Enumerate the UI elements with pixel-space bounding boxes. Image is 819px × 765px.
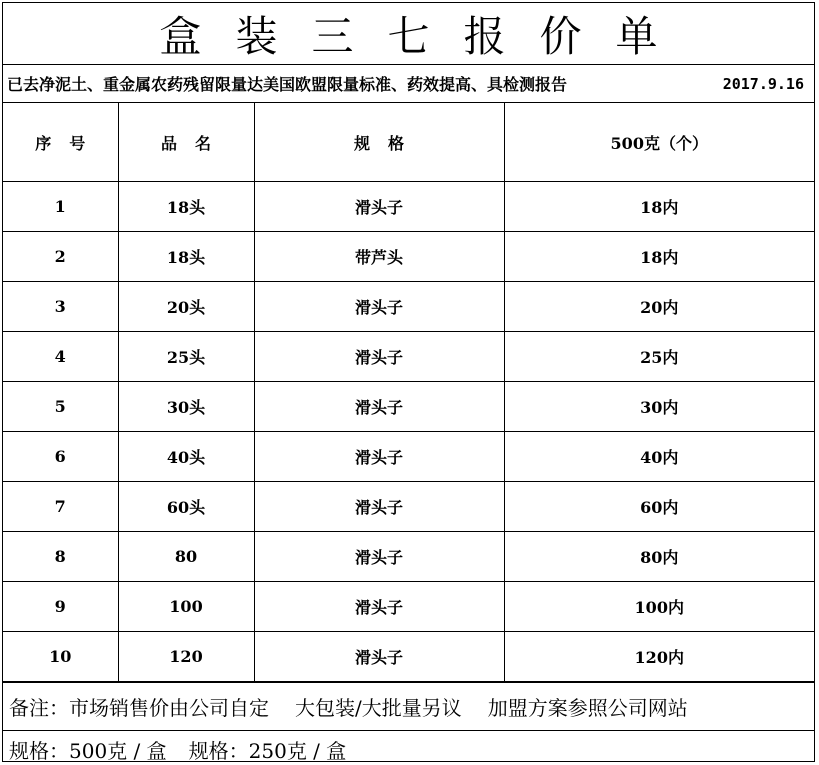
package-spec-row [3,730,814,762]
cell-product-name: 80 [118,532,254,582]
cell-index: 3 [3,282,118,332]
cell-spec: 滑头子 [254,582,504,632]
table-row [3,482,814,532]
quality-notice [3,65,814,103]
table-row [3,232,814,282]
cell-count: 100内 [504,582,814,632]
table-header-row [3,103,814,182]
cell-product-name: 25头 [118,332,254,382]
table-row [3,432,814,482]
cell-spec: 滑头子 [254,332,504,382]
remark-bulk: 大包装/大批量另议 [295,696,462,720]
cell-product-name: 18头 [118,232,254,282]
table-row [3,182,814,232]
cell-product-name: 100 [118,582,254,632]
remarks-label: 备注： [9,696,69,720]
cell-count: 20内 [504,282,814,332]
remark-franchise: 加盟方案参照公司网站 [487,696,688,720]
table-row [3,332,814,382]
cell-spec: 滑头子 [254,532,504,582]
cell-index: 4 [3,332,118,382]
notice-date: 2017.9.16 [722,74,804,93]
cell-product-name: 60头 [118,482,254,532]
cell-spec: 带芦头 [254,232,504,282]
cell-count: 40内 [504,432,814,482]
cell-spec: 滑头子 [254,182,504,232]
remark-pricing: 市场销售价由公司自定 [69,696,269,720]
cell-count: 80内 [504,532,814,582]
table-row [3,632,814,682]
cell-count: 120内 [504,632,814,682]
cell-index: 7 [3,482,118,532]
cell-spec: 滑头子 [254,632,504,682]
cell-product-name: 120 [118,632,254,682]
cell-spec: 滑头子 [254,482,504,532]
cell-product-name: 40头 [118,432,254,482]
price-sheet [2,2,815,762]
remarks-row [3,682,814,730]
cell-spec: 滑头子 [254,282,504,332]
cell-index: 8 [3,532,118,582]
cell-product-name: 20头 [118,282,254,332]
table-row [3,382,814,432]
price-table [3,103,814,682]
notice-text: 已去净泥土、重金属农药残留限量达美国欧盟限量标准、药效提高、具检测报告 [7,75,568,94]
table-row [3,282,814,332]
header-count-per-500g: 500克（个） [504,103,814,182]
cell-index: 1 [3,182,118,232]
cell-index: 10 [3,632,118,682]
cell-index: 2 [3,232,118,282]
cell-index: 6 [3,432,118,482]
cell-product-name: 18头 [118,182,254,232]
cell-count: 30内 [504,382,814,432]
cell-index: 5 [3,382,118,432]
header-index: 序号 [3,103,118,182]
cell-index: 9 [3,582,118,632]
cell-count: 60内 [504,482,814,532]
spec-250g: 规格：250克 / 盒 [188,739,347,762]
header-product-name: 品名 [118,103,254,182]
cell-count: 18内 [504,182,814,232]
cell-product-name: 30头 [118,382,254,432]
table-row [3,532,814,582]
header-spec: 规格 [254,103,504,182]
cell-spec: 滑头子 [254,432,504,482]
cell-spec: 滑头子 [254,382,504,432]
spec-500g: 规格：500克 / 盒 [9,739,167,762]
cell-count: 25内 [504,332,814,382]
cell-count: 18内 [504,232,814,282]
table-body [3,182,814,682]
table-row [3,582,814,632]
page-title: 盒装三七报价单 [3,3,814,65]
